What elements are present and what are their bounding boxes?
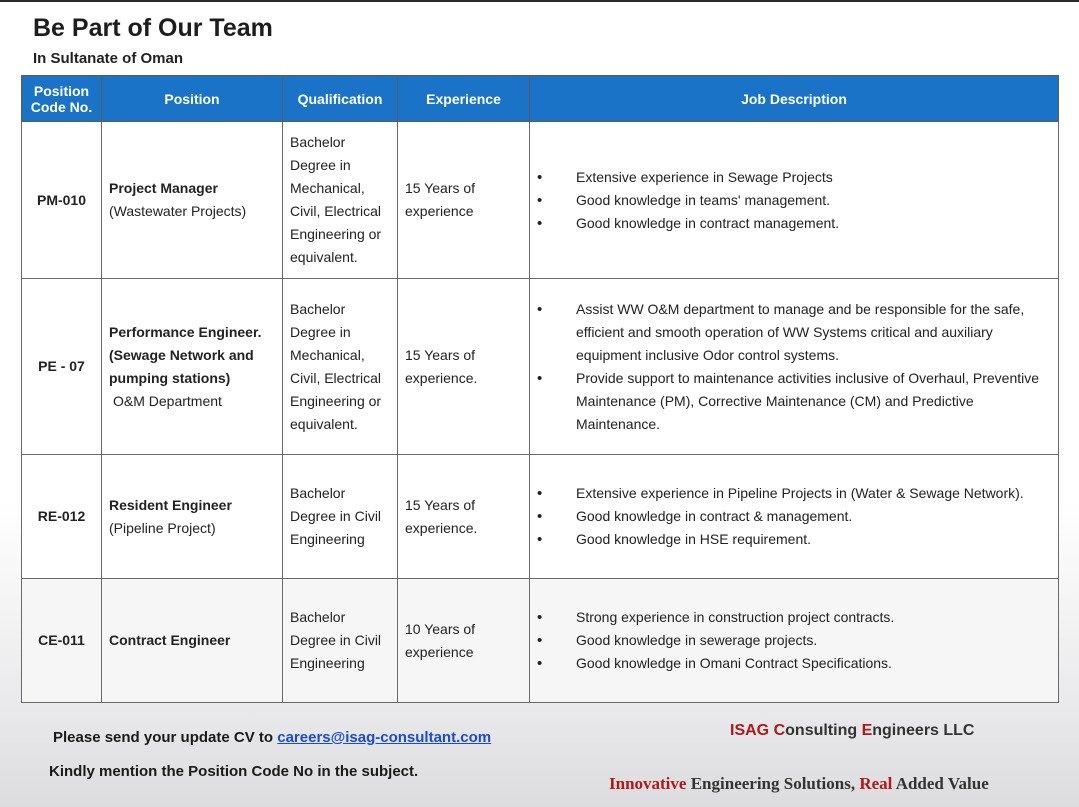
job-description-item: • Good knowledge in teams' management. <box>537 189 1051 212</box>
job-description-list <box>537 482 1051 551</box>
qualification-line: Civil, Electrical <box>290 203 382 219</box>
job-description-item: • Extensive experience in Sewage Projects <box>537 166 1051 189</box>
table-row <box>22 122 1059 279</box>
position-subtitle: O&M Department <box>113 392 222 409</box>
qualification-cell <box>283 122 398 279</box>
job-description-cell <box>530 455 1059 579</box>
header-code-line1: Position <box>33 82 90 99</box>
qualification-cell <box>283 455 398 579</box>
tagline-innovative: Innovative <box>609 774 687 793</box>
position-title: Performance Engineer. <box>109 323 262 340</box>
qualification-cell <box>283 279 398 455</box>
job-description-item: • Good knowledge in contract & management. <box>537 505 1051 528</box>
table-row <box>22 455 1059 579</box>
company-name-isag: ISAG <box>730 722 770 739</box>
experience-line: 15 Years of <box>405 180 476 196</box>
position-subtitle: (Pipeline Project) <box>109 519 216 536</box>
company-tagline <box>609 774 989 794</box>
header-code-line2: Code No. <box>30 98 93 115</box>
qualification-line: Bachelor <box>290 300 346 317</box>
position-cell <box>102 579 283 703</box>
qualification-cell <box>283 579 398 703</box>
job-description-item: • Assist WW O&M department to manage and be responsible for the safe, efficient and smooth operation of WW Systems critical and auxiliary equipment inclusive Odor control systems. <box>537 298 1051 367</box>
company-name-engineers: ngineers LLC <box>872 722 975 739</box>
careers-email-link[interactable]: careers@isag-consultant.com <box>277 729 492 746</box>
experience-cell <box>398 455 530 579</box>
position-cell <box>102 279 283 455</box>
header-position: Position <box>102 76 283 122</box>
header-job-description: Job Description <box>530 76 1059 122</box>
top-border-line <box>0 0 1079 2</box>
position-subtitle: (Wastewater Projects) <box>109 203 247 219</box>
job-description-item: • Strong experience in construction project contracts. <box>537 606 1051 629</box>
position-code: CE-011 <box>22 579 102 703</box>
experience-line: experience <box>405 643 474 660</box>
qualification-line: Civil, Electrical <box>290 369 382 386</box>
qualification-line: Degree in Civil <box>290 632 382 648</box>
job-description-item: • Good knowledge in HSE requirement. <box>537 528 1051 551</box>
experience-cell <box>398 122 530 279</box>
company-name-e: E <box>861 722 873 739</box>
experience-cell <box>398 279 530 455</box>
qualification-line: Mechanical, <box>290 346 365 363</box>
experience-line: experience <box>405 203 474 219</box>
qualification-line: Engineering or <box>290 226 382 242</box>
qualification-line: Engineering <box>290 531 365 547</box>
company-name <box>730 722 974 740</box>
cv-instruction <box>53 729 491 746</box>
experience-line: experience. <box>405 369 478 386</box>
experience-line: 15 Years of <box>405 496 476 513</box>
positions-table <box>21 75 1059 703</box>
job-description-item: • Good knowledge in contract management. <box>537 212 1051 235</box>
qualification-line: equivalent. <box>290 249 358 265</box>
position-title: Project Manager <box>109 180 218 196</box>
qualification-line: equivalent. <box>290 415 358 432</box>
table-row <box>22 279 1059 455</box>
experience-line: 10 Years of <box>405 620 476 637</box>
qualification-line: Bachelor <box>290 485 346 501</box>
table-header-row <box>22 76 1059 122</box>
position-code: RE-012 <box>22 455 102 579</box>
job-description-list <box>537 166 1051 235</box>
position-code: PE - 07 <box>22 279 102 455</box>
job-description-list <box>537 606 1051 675</box>
job-description-list <box>537 298 1051 436</box>
qualification-line: Engineering <box>290 655 365 671</box>
tagline-added-value: Added Value <box>892 774 989 793</box>
qualification-line: Bachelor <box>290 134 346 150</box>
qualification-line: Engineering or <box>290 392 382 409</box>
position-cell <box>102 122 283 279</box>
position-title: Resident Engineer <box>109 496 232 513</box>
job-description-item: • Extensive experience in Pipeline Projects in (Water & Sewage Network). <box>537 482 1051 505</box>
page-title: Be Part of Our Team <box>33 14 273 42</box>
company-name-c: C <box>773 722 786 739</box>
qualification-line: Degree in <box>290 157 351 173</box>
header-qualification: Qualification <box>283 76 398 122</box>
job-description-item: • Good knowledge in sewerage projects. <box>537 629 1051 652</box>
job-description-cell <box>530 279 1059 455</box>
table-row <box>22 579 1059 703</box>
experience-line: 15 Years of <box>405 346 476 363</box>
cv-instruction-text: Please send your update CV to <box>53 729 278 746</box>
tagline-real: Real <box>859 774 893 793</box>
experience-line: experience. <box>405 519 478 536</box>
position-title-line3: pumping stations) <box>109 369 231 386</box>
job-description-item: • Good knowledge in Omani Contract Specifications. <box>537 652 1051 675</box>
position-cell <box>102 455 283 579</box>
company-name-consulting: onsulting <box>785 722 858 739</box>
qualification-line: Degree in <box>290 323 351 340</box>
tagline-engineering-solutions: Engineering Solutions, <box>686 774 860 793</box>
job-description-item: • Provide support to maintenance activities inclusive of Overhaul, Preventive Maintenance (PM), Corrective Maintenance (CM) and Predictive Maintenance. <box>537 367 1051 436</box>
job-description-cell <box>530 122 1059 279</box>
position-title: Contract Engineer <box>109 632 231 648</box>
header-position-code <box>22 76 102 122</box>
position-code: PM-010 <box>22 122 102 279</box>
page-subtitle: In Sultanate of Oman <box>33 50 184 67</box>
subject-instruction: Kindly mention the Position Code No in the subject. <box>49 763 419 780</box>
qualification-line: Bachelor <box>290 609 346 625</box>
job-description-cell <box>530 579 1059 703</box>
header-experience: Experience <box>398 76 530 122</box>
experience-cell <box>398 579 530 703</box>
position-title-line2: (Sewage Network and <box>109 346 254 363</box>
qualification-line: Degree in Civil <box>290 508 382 524</box>
qualification-line: Mechanical, <box>290 180 365 196</box>
